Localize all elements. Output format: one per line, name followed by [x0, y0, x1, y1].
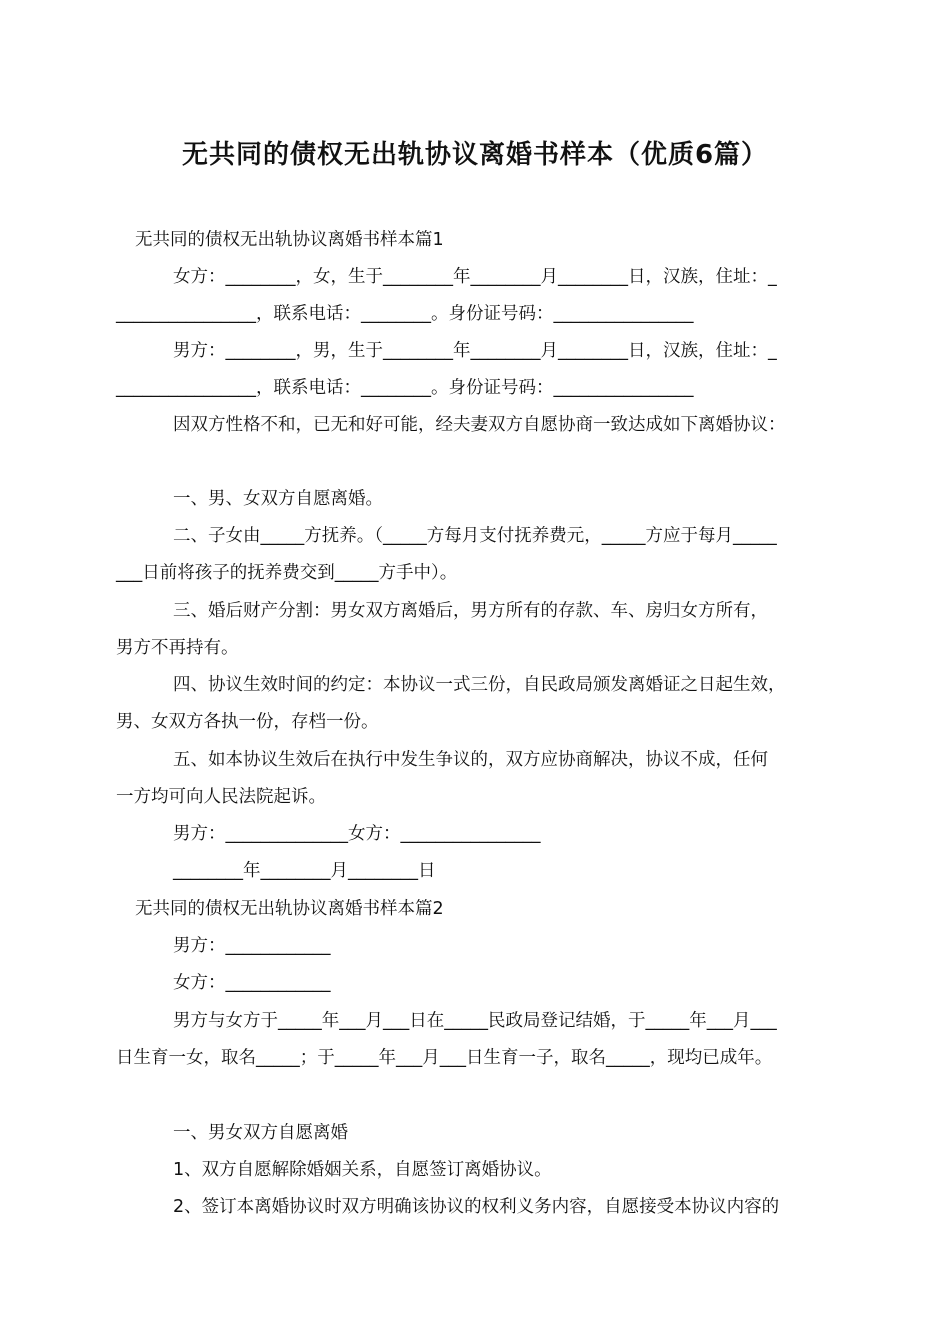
paragraph-line: 男方：____________ [173, 936, 331, 956]
paragraph-line: 一、男、女双方自愿离婚。 [173, 489, 383, 509]
date-line: ________年________月________日 [173, 861, 436, 881]
paragraph-line: 女方：____________ [173, 973, 331, 993]
paragraph-line: 二、子女由_____方抚养。（_____方每月支付抚养费元，_____方应于每月_____ [173, 526, 777, 546]
paragraph-line: 2、签订本离婚协议时双方明确该协议的权利义务内容，自愿接受本协议内容的 [173, 1197, 780, 1217]
paragraph-line: ___日前将孩子的抚养费交到_____方手中）。 [116, 563, 458, 583]
section-heading-2: 无共同的债权无出轨协议离婚书样本篇2 [135, 899, 444, 919]
paragraph-line: 四、协议生效时间的约定：本协议一式三份，自民政局颁发离婚证之日起生效， [173, 675, 786, 695]
paragraph-line: 一、男女双方自愿离婚 [173, 1123, 348, 1143]
paragraph-line: 五、如本协议生效后在执行中发生争议的，双方应协商解决，协议不成，任何 [173, 750, 768, 770]
document-title: 无共同的债权无出轨协议离婚书样本（优质6篇） [181, 140, 769, 170]
signature-line: 男方：______________女方：________________ [173, 824, 541, 844]
paragraph-line: ________________，联系电话：________。身份证号码：________________ [116, 304, 694, 324]
paragraph-line: 因双方性格不和，已无和好可能，经夫妻双方自愿协商一致达成如下离婚协议： [173, 415, 786, 435]
section-heading-1: 无共同的债权无出轨协议离婚书样本篇1 [135, 230, 444, 250]
paragraph-line: 一方均可向人民法院起诉。 [116, 787, 326, 807]
paragraph-line: 日生育一女，取名_____；于_____年___月___日生育一子，取名_____，现均已成年。 [116, 1048, 773, 1068]
paragraph-line: ________________，联系电话：________。身份证号码：________________ [116, 378, 694, 398]
paragraph-line: 男方不再持有。 [116, 638, 239, 658]
paragraph-line: 男方与女方于_____年___月___日在_____民政局登记结婚，于_____年___月___ [173, 1011, 777, 1031]
paragraph-line: 1、双方自愿解除婚姻关系，自愿签订离婚协议。 [173, 1160, 552, 1180]
paragraph-line: 女方：________，女，生于________年________月________日，汉族，住址：_ [173, 267, 777, 287]
paragraph-line: 三、婚后财产分割：男女双方离婚后，男方所有的存款、车、房归女方所有， [173, 601, 768, 621]
paragraph-line: 男方：________，男，生于________年________月________日，汉族，住址：_ [173, 341, 777, 361]
paragraph-line: 男、女双方各执一份，存档一份。 [116, 712, 379, 732]
